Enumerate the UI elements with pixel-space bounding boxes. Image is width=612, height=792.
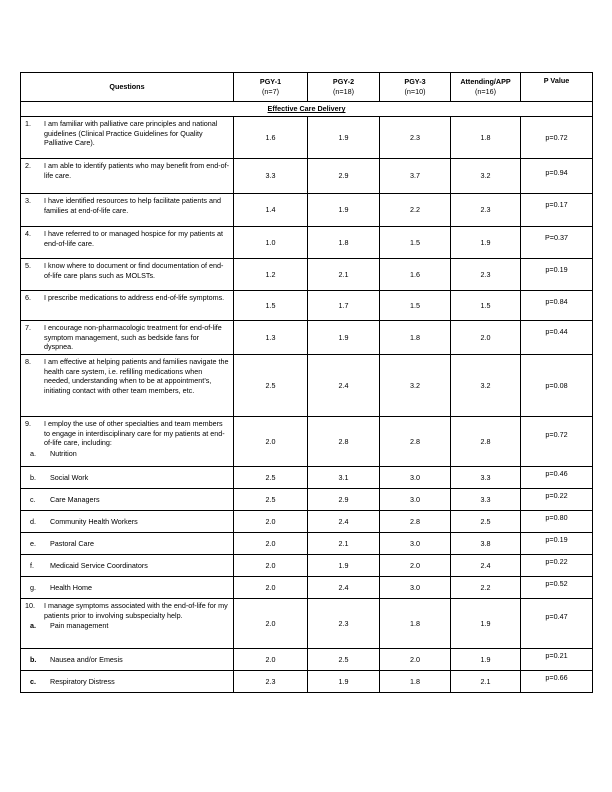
- p-value: p=0.46: [521, 467, 593, 489]
- sub-item-label: Medicaid Service Coordinators: [50, 560, 148, 570]
- table-row: [21, 489, 593, 511]
- attending-value: 2.4: [451, 555, 521, 577]
- pgy1-value: 1.0: [234, 227, 308, 259]
- question-cell: [21, 577, 234, 599]
- pgy1-value: 2.0: [234, 533, 308, 555]
- survey-results-table: [20, 72, 593, 693]
- p-value: p=0.84: [521, 291, 593, 321]
- attending-value: 2.8: [451, 417, 521, 467]
- pgy2-value: 2.4: [308, 577, 380, 599]
- question-text: I employ the use of other specialties and team members to engage in interdisciplinary care for my patients at end-of-life care, including:: [44, 419, 225, 448]
- question-cell: [21, 117, 234, 159]
- pgy3-value: 2.0: [380, 555, 451, 577]
- question-number: 3.: [25, 196, 31, 205]
- pgy1-value: 2.5: [234, 489, 308, 511]
- question-cell: [21, 355, 234, 417]
- pgy1-value: 2.0: [234, 511, 308, 533]
- table-row: [21, 321, 593, 355]
- pgy2-value: 1.9: [308, 194, 380, 227]
- pgy3-header-n: (n=10): [404, 87, 426, 96]
- pgy3-value: 1.5: [380, 227, 451, 259]
- sub-item-letter: e.: [30, 538, 36, 548]
- pgy2-value: 2.9: [308, 159, 380, 194]
- sub-item-letter: a.: [30, 621, 36, 631]
- pgy1-value: 1.6: [234, 117, 308, 159]
- attending-value: 1.5: [451, 291, 521, 321]
- pgy2-header: [308, 73, 380, 102]
- pgy1-header-label: PGY-1: [259, 77, 282, 87]
- table-row: [21, 555, 593, 577]
- attending-value: 1.9: [451, 599, 521, 649]
- sub-item-label: Social Work: [50, 472, 89, 482]
- attending-value: 2.3: [451, 259, 521, 291]
- p-value: p=0.19: [521, 533, 593, 555]
- question-cell: [21, 489, 234, 511]
- question-cell: [21, 291, 234, 321]
- pgy1-value: 2.3: [234, 671, 308, 693]
- pgy3-value: 3.0: [380, 533, 451, 555]
- pgy2-value: 2.1: [308, 533, 380, 555]
- sub-item-letter: f.: [30, 560, 34, 570]
- table-row: [21, 649, 593, 671]
- pgy2-value: 1.9: [308, 321, 380, 355]
- sub-item-label: Nutrition: [50, 448, 77, 458]
- question-text: I prescribe medications to address end-of-life symptoms.: [44, 293, 225, 302]
- sub-item-label: Health Home: [50, 582, 92, 592]
- attending-header: [451, 73, 521, 102]
- question-text: I have referred to or managed hospice for my patients at end-of-life care.: [44, 229, 223, 248]
- pgy1-value: 1.2: [234, 259, 308, 291]
- pgy2-value: 2.4: [308, 355, 380, 417]
- pgy2-header-n: (n=18): [333, 87, 354, 96]
- pgy2-value: 1.8: [308, 227, 380, 259]
- table-row: [21, 259, 593, 291]
- question-number: 10.: [25, 601, 35, 610]
- table-row: [21, 533, 593, 555]
- sub-item-label: Respiratory Distress: [50, 676, 115, 686]
- sub-item-letter: c.: [30, 494, 36, 504]
- p-value: p=0.21: [521, 649, 593, 671]
- header-row: [21, 73, 593, 102]
- table-row: [21, 417, 593, 467]
- question-cell: [21, 467, 234, 489]
- sub-item-label: Pastoral Care: [50, 538, 94, 548]
- pgy3-value: 2.2: [380, 194, 451, 227]
- pgy3-value: 2.0: [380, 649, 451, 671]
- section-title: Effective Care Delivery: [21, 102, 593, 117]
- question-number: 4.: [25, 229, 31, 238]
- question-number: 5.: [25, 261, 31, 270]
- question-cell: [21, 159, 234, 194]
- question-text: I am effective at helping patients and families navigate the health care system, i.e. refilling medications when needed, understanding when to be at appointment’s, initiating contact with other team members, etc.: [44, 357, 229, 395]
- question-number: 1.: [25, 119, 31, 128]
- pgy2-value: 2.8: [308, 417, 380, 467]
- pgy1-value: 1.4: [234, 194, 308, 227]
- sub-item-letter: g.: [30, 582, 36, 592]
- question-cell: [21, 599, 234, 649]
- question-cell: [21, 417, 234, 467]
- pgy2-header-label: PGY-2: [332, 77, 355, 87]
- pgy3-value: 3.0: [380, 467, 451, 489]
- pgy2-value: 2.9: [308, 489, 380, 511]
- sub-item-letter: c.: [30, 676, 36, 686]
- p-value: p=0.44: [521, 321, 593, 355]
- pgy3-value: 2.3: [380, 117, 451, 159]
- p-value: p=0.17: [521, 194, 593, 227]
- question-cell: [21, 194, 234, 227]
- attending-value: 1.9: [451, 227, 521, 259]
- pgy3-value: 2.8: [380, 417, 451, 467]
- question-cell: [21, 671, 234, 693]
- pgy1-value: 2.0: [234, 599, 308, 649]
- question-number: 9.: [25, 419, 31, 428]
- question-number: 2.: [25, 161, 31, 170]
- table-row: [21, 599, 593, 649]
- sub-item-letter: b.: [30, 472, 36, 482]
- pgy1-header-n: (n=7): [262, 87, 279, 96]
- attending-value: 2.3: [451, 194, 521, 227]
- p-value: p=0.72: [521, 417, 593, 467]
- p-value: p=0.19: [521, 259, 593, 291]
- pgy1-value: 1.3: [234, 321, 308, 355]
- questions-header: Questions: [21, 73, 234, 102]
- attending-value: 2.5: [451, 511, 521, 533]
- pgy2-value: 1.9: [308, 555, 380, 577]
- question-text: I have identified resources to help facilitate patients and families at end-of-life care.: [44, 196, 222, 215]
- question-text: I manage symptoms associated with the end-of-life for my patients prior to involving subspecialty help.: [44, 601, 228, 620]
- pgy2-value: 2.1: [308, 259, 380, 291]
- sub-item-label: Community Health Workers: [50, 516, 138, 526]
- question-text: I am familiar with palliative care principles and national guidelines (Clinical Practice Guidelines for Quality Palliative Care).: [44, 119, 218, 148]
- pgy1-value: 2.0: [234, 417, 308, 467]
- question-number: 6.: [25, 293, 31, 302]
- pgy2-value: 1.9: [308, 117, 380, 159]
- table-row: [21, 671, 593, 693]
- p-value: p=0.80: [521, 511, 593, 533]
- attending-value: 1.9: [451, 649, 521, 671]
- p-value: p=0.08: [521, 355, 593, 417]
- attending-value: 3.3: [451, 467, 521, 489]
- question-number: 8.: [25, 357, 31, 366]
- attending-value: 2.0: [451, 321, 521, 355]
- pgy3-header: [380, 73, 451, 102]
- p-value: p=0.52: [521, 577, 593, 599]
- attending-value: 1.8: [451, 117, 521, 159]
- p-value: P=0.37: [521, 227, 593, 259]
- p-value: p=0.47: [521, 599, 593, 649]
- sub-item-letter: b.: [30, 654, 37, 664]
- pgy3-value: 2.8: [380, 511, 451, 533]
- pgy2-value: 3.1: [308, 467, 380, 489]
- attending-value: 3.2: [451, 355, 521, 417]
- pgy1-value: 2.0: [234, 577, 308, 599]
- p-value: p=0.66: [521, 671, 593, 693]
- question-cell: [21, 533, 234, 555]
- sub-item-letter: d.: [30, 516, 36, 526]
- table-row: [21, 159, 593, 194]
- question-cell: [21, 321, 234, 355]
- pgy1-value: 2.5: [234, 467, 308, 489]
- pvalue-header: P Value: [521, 73, 593, 102]
- table-row: [21, 511, 593, 533]
- p-value: p=0.22: [521, 489, 593, 511]
- pgy3-value: 1.6: [380, 259, 451, 291]
- attending-value: 3.8: [451, 533, 521, 555]
- sub-item-label: Pain management: [50, 621, 109, 631]
- pgy3-value: 1.8: [380, 599, 451, 649]
- question-cell: [21, 259, 234, 291]
- attending-value: 2.1: [451, 671, 521, 693]
- section-row: [21, 102, 593, 117]
- p-value: p=0.72: [521, 117, 593, 159]
- pgy1-value: 1.5: [234, 291, 308, 321]
- table-row: [21, 117, 593, 159]
- attending-value: 3.2: [451, 159, 521, 194]
- pgy3-value: 3.0: [380, 489, 451, 511]
- pgy2-value: 1.7: [308, 291, 380, 321]
- pgy2-value: 2.5: [308, 649, 380, 671]
- question-cell: [21, 649, 234, 671]
- pgy3-header-label: PGY-3: [404, 77, 426, 87]
- pgy1-header: [234, 73, 308, 102]
- question-cell: [21, 555, 234, 577]
- pgy3-value: 3.2: [380, 355, 451, 417]
- question-cell: [21, 227, 234, 259]
- pgy3-value: 3.7: [380, 159, 451, 194]
- pgy2-value: 2.3: [308, 599, 380, 649]
- table-row: [21, 194, 593, 227]
- sub-item-label: Nausea and/or Emesis: [50, 654, 123, 664]
- question-text: I know where to document or find documentation of end-of-life care plans such as MOLSTs.: [44, 261, 224, 280]
- pgy3-value: 3.0: [380, 577, 451, 599]
- table-row: [21, 467, 593, 489]
- question-cell: [21, 511, 234, 533]
- table-row: [21, 291, 593, 321]
- question-text: I am able to identify patients who may benefit from end-of-life care.: [44, 161, 229, 180]
- table-row: [21, 355, 593, 417]
- question-text: I encourage non-pharmacologic treatment for end-of-life symptom management, such as bedside fans for dyspnea.: [44, 323, 222, 352]
- sub-item-letter: a.: [30, 448, 36, 458]
- sub-item-label: Care Managers: [50, 494, 100, 504]
- p-value: p=0.22: [521, 555, 593, 577]
- table-row: [21, 577, 593, 599]
- pgy1-value: 3.3: [234, 159, 308, 194]
- attending-header-n: (n=16): [475, 87, 496, 96]
- p-value: p=0.94: [521, 159, 593, 194]
- pgy2-value: 2.4: [308, 511, 380, 533]
- pgy1-value: 2.5: [234, 355, 308, 417]
- pgy1-value: 2.0: [234, 649, 308, 671]
- pgy3-value: 1.8: [380, 321, 451, 355]
- question-number: 7.: [25, 323, 31, 332]
- attending-header-label: Attending/APP: [460, 77, 511, 87]
- pgy3-value: 1.5: [380, 291, 451, 321]
- table-row: [21, 227, 593, 259]
- pgy3-value: 1.8: [380, 671, 451, 693]
- pgy2-value: 1.9: [308, 671, 380, 693]
- pgy1-value: 2.0: [234, 555, 308, 577]
- attending-value: 3.3: [451, 489, 521, 511]
- attending-value: 2.2: [451, 577, 521, 599]
